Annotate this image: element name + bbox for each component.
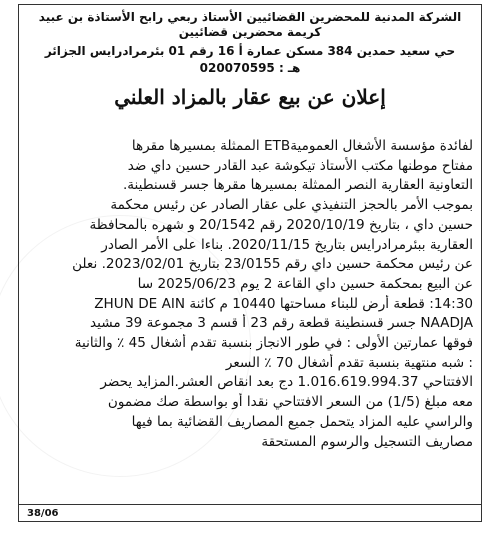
- body-line: بموجب الأمر بالحجز التنفيذي على عقار الصادر عن رئيس محكمة: [110, 197, 473, 214]
- body-line: مفتاح موطنها مكتب الأستاذ تيكوشة عبد القادر حسين داي ضد: [127, 157, 473, 174]
- body-line: والراسي عليه المزاد يتحمل جميع المصاريف القضائية بما فيها: [131, 413, 473, 430]
- body-line: التعاونية العقارية النصر الممثلة بمسيرها مقرها جسر قسنطينة.: [122, 177, 473, 194]
- body-line: : شبه منتهية بنسبة تقدم أشغال 70 ٪ السعر: [225, 354, 473, 371]
- header-phone-line: هـ : 020070595: [199, 61, 301, 75]
- body-line: 14:30: قطعة أرض للبناء مساحتها 10440 م كائنة ZHUN DE AIN: [94, 295, 473, 312]
- body-line: عن رئيس محكمة حسين داي رقم 23/0155 بتاريخ 2023/02/01. نعلن: [72, 256, 473, 273]
- body-line: حسين داي ، بتاريخ 2020/10/19 رقم 20/1542 و شهره بالمحافظة: [89, 216, 473, 233]
- body-line: فوقها عمارتين الأولى : في طور الانجاز بنسبة تقدم أشغال 45 ٪ والثانية: [74, 335, 473, 352]
- notice-title: إعلان عن بيع عقار بالمزاد العلني: [114, 85, 386, 109]
- reference-number: 38/06: [27, 508, 59, 519]
- body-line: عن البيع بمحكمة حسين داي القاعة 2 يوم 2025/06/23 سا: [137, 275, 473, 292]
- header-address-line: حي سعيد حمدين 384 مسكن عمارة أ 16 رقم 01 بئرمرادرايس الجزائر: [44, 44, 456, 58]
- notice-header: [19, 5, 481, 108]
- footer-divider: [19, 504, 481, 505]
- body-line: لفائدة مؤسسة الأشغال العموميةETB الممثلة بمسيرها مقرها: [131, 138, 473, 154]
- body-line: الافتتاحي 1.016.619.994.37 دج بعد انقاص العشر.المزايد يحضر: [100, 374, 473, 391]
- body-line: معه مبلغ (1/5) من السعر الافتتاحي نقدا أو بواسطة صك مضمون: [107, 394, 473, 411]
- body-line: NAADJA جسر قسنطينة قطعة رقم 23 أ قسم 3 مجموعة 39 مشيد: [90, 315, 473, 332]
- notice-frame: [18, 4, 482, 522]
- header-company-line: الشركة المدنية للمحضرين القضائيين الأستاذ ربعي رابح الأستاذة بن عبيد: [38, 10, 462, 24]
- notice-body: [27, 137, 473, 452]
- header-bailiffs-line: كريمة محضرين قضائيين: [178, 25, 322, 39]
- body-line: العقارية ببئرمرادرايس بتاريخ 2020/11/15. بناءا على الأمر الصادر: [101, 236, 473, 253]
- body-line: مصاريف التسجيل والرسوم المستحقة: [261, 433, 473, 450]
